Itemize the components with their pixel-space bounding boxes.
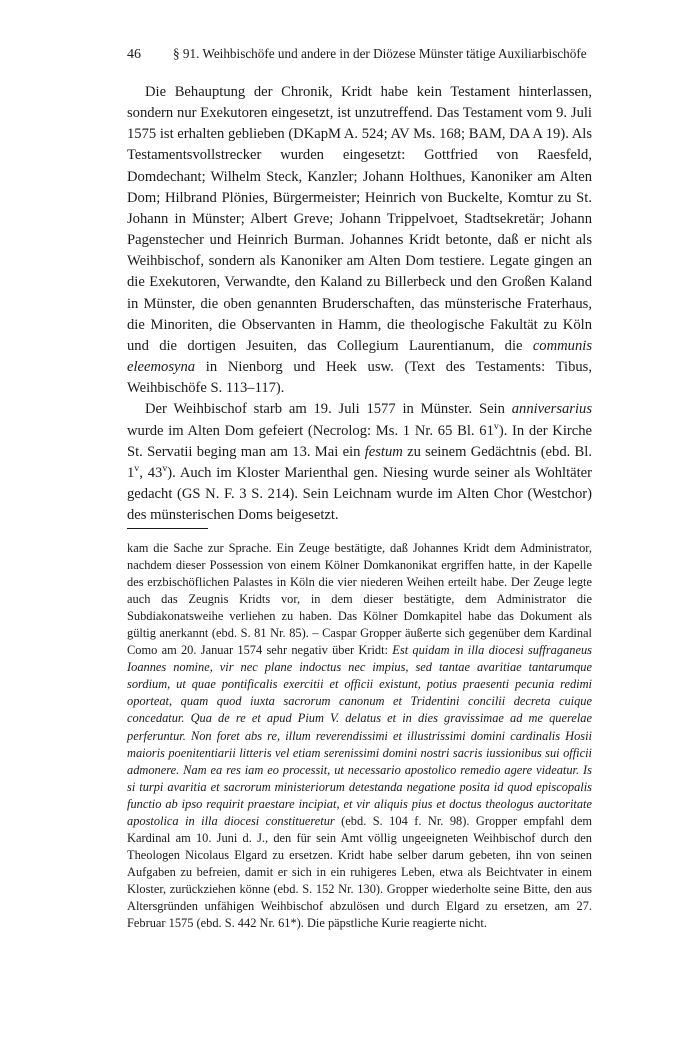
footnote-paragraph (127, 540, 592, 932)
italic-term: anniversarius (511, 401, 592, 418)
italic-term: festum (364, 443, 403, 460)
page-number: 46 (127, 47, 141, 62)
latin-quotation: Est quidam in illa diocesi suffraganeus Ioannes nomine, vir nec plane indoctus nec impius, sed tantae avaritiae tantarumque sordium, ut quae pontificalis exercitii et officii existunt, potius praesenti pecunia redimi oporteat, quam quod iuxta sacrorum canonum et Tridentini concilii decreta cuique concedatur. Qua de re et apud Pium V. delatus et in dies gravissimae ad me querelae perferuntur. Non foret abs re, illum reverendissimi et illustrissimi domini cardinalis Hosii maioris poenitentiarii litteris vel etiam serenissimi domini nostri sacris iussionibus sui officii admonere. Nam ea res iam eo processit, ut necessario apostolico remedio agere videatur. Is si turpi avaritia et sacrorum ministeriorum detestanda negatione posita id quod episcopalis functio ab ipso requirit praestare incipiat, et vir aliquis pius et doctus theologus auctoritate apostolica in illa diocesi constitueretur (127, 643, 592, 828)
running-header (127, 46, 592, 63)
italic-term: communis eleemosyna (127, 337, 592, 376)
text-run: in Nienborg und Heek usw. (Text des Testaments: Tibus, Weihbischöfe S. 113–117). (127, 359, 592, 397)
text-run: kam die Sache zur Sprache. Ein Zeuge bestätigte, daß Johannes Kridt dem Administrator, nachdem dieser Possession von einem Kölner Domkanonikat ergriffen hatte, in der Kapelle des erzbischöflichen Palastes in Köln die vier niederen Weihen erteilt habe. Der Zeuge legte auch das Zeugnis Kridts vor, in dem dieser bestätigte, dem Administrator die Subdiakonatsweihe verliehen zu haben. Das Kölner Domkapitel habe das Dokument als gültig anerkannt (ebd. S. 81 Nr. 85). – Caspar Gropper äußerte sich gegenüber dem Kardinal Como am 20. Januar 1574 sehr negativ über Kridt: (127, 541, 592, 658)
superscript: v (134, 462, 140, 474)
superscript: v (493, 420, 499, 432)
paragraph (127, 82, 592, 399)
superscript: v (162, 462, 168, 474)
text-run: ). In der Kirche St. Servatii beging man am 13. Mai ein (127, 422, 592, 460)
text-run: wurde im Alten Dom gefeiert (Necrolog: Ms. 1 Nr. 65 Bl. 61 (127, 422, 494, 439)
text-run: Der Weihbischof starb am 19. Juli 1577 in Münster. Sein (145, 401, 512, 418)
main-text (127, 82, 592, 526)
text-run: zu seinem Gedächtnis (ebd. Bl. 1 (127, 443, 592, 481)
footnote-text (127, 540, 592, 932)
text-run: ). Auch im Kloster Marienthal gen. Niesing wurde seiner als Wohltäter gedacht (GS N. F. 3 S. 214). Sein Leichnam wurde im Alten Chor (Westchor) des münsterischen Doms beigesetzt. (127, 464, 593, 524)
text-run: , 43 (139, 464, 163, 481)
paragraph (127, 399, 592, 526)
text-run: Die Behauptung der Chronik, Kridt habe kein Testament hinterlassen, sondern nur Exekutoren eingesetzt, ist unzutreffend. Das Testament vom 9. Juli 1575 ist erhalten geblieben (DKapM A. 524; AV Ms. 168; BAM, DA A 19). Als Testamentsvollstrecker wurden eingesetzt: Gottfried von Raesfeld, Domdechant; Wilhelm Steck, Kanzler; Johann Holthues, Kanoniker am Alten Dom; Hilbrand Plönies, Bürgermeister; Heinrich von Buckelte, Komtur zu St. Johann in Münster; Albert Greve; Johann Trippelvoet, Stadtsekretär; Johann Pagenstecher und Heinrich Burman. Johannes Kridt betonte, daß er nicht als Weihbischof, sondern als Kanoniker am Alten Dom testiere. Legate gingen an die Exekutoren, Verwandte, den Kaland zu Billerbeck und den Großen Kaland in Münster, die oben genannten Bruderschaften, das münsterische Fraterhaus, die Minoriten, die Observanten in Hamm, die theologische Fakultät zu Köln und die dortigen Jesuiten, das Collegium Laurentianum, die (127, 84, 592, 354)
footnote-separator (127, 528, 208, 529)
text-run: (ebd. S. 104 f. Nr. 98). Gropper empfahl dem Kardinal am 10. Juni d. J., den für sein Amt völlig ungeeigneten Weihbischof durch den Theologen Nicolaus Elgard zu ersetzen. Kridt habe selber darum gebeten, ihn von seinen Aufgaben zu befreien, damit er sich in ein ruhigeres Leben, etwa als Beichtvater in einem Kloster, zurückziehen könne (ebd. S. 152 Nr. 130). Gropper wiederholte seine Bitte, den aus Altersgründen unfähigen Weihbischof abzulösen und durch Elgard zu ersetzen, am 27. Februar 1575 (ebd. S. 442 Nr. 61*). Die päpstliche Kurie reagierte nicht. (127, 813, 592, 931)
running-title: § 91. Weihbischöfe und andere in der Diözese Münster tätige Auxiliarbischöfe (173, 46, 587, 61)
